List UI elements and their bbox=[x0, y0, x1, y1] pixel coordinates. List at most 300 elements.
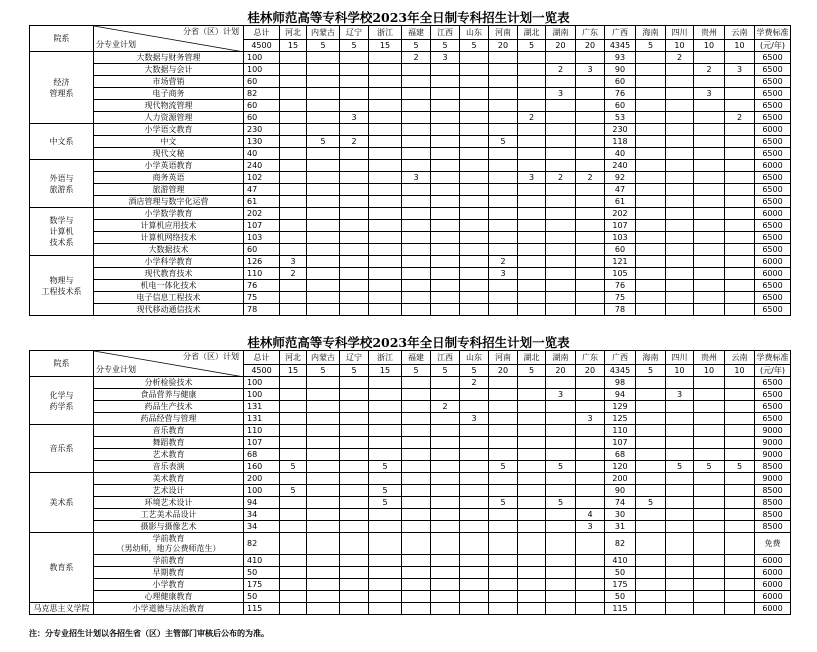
quota-cell bbox=[725, 268, 755, 280]
quota-cell bbox=[576, 268, 605, 280]
province-sum: 10 bbox=[694, 365, 725, 377]
quota-cell bbox=[636, 52, 666, 64]
quota-cell bbox=[518, 136, 546, 148]
province-sum: 5 bbox=[636, 365, 666, 377]
quota-cell bbox=[431, 521, 460, 533]
quota-cell bbox=[666, 88, 694, 100]
quota-cell bbox=[694, 304, 725, 316]
quota-cell: 82 bbox=[605, 533, 636, 555]
quota-cell bbox=[576, 232, 605, 244]
quota-cell bbox=[460, 509, 489, 521]
quota-cell bbox=[280, 52, 307, 64]
quota-cell bbox=[546, 304, 576, 316]
major-name: 大数据与财务管理 bbox=[94, 52, 244, 64]
quota-cell bbox=[518, 196, 546, 208]
quota-cell bbox=[725, 292, 755, 304]
province-header: 河南 bbox=[489, 351, 518, 365]
quota-cell bbox=[666, 497, 694, 509]
quota-cell: 200 bbox=[605, 473, 636, 485]
quota-cell bbox=[666, 232, 694, 244]
quota-cell bbox=[460, 124, 489, 136]
major-name: 计算机网络技术 bbox=[94, 232, 244, 244]
quota-cell bbox=[460, 220, 489, 232]
quota-cell bbox=[694, 567, 725, 579]
quota-cell bbox=[576, 449, 605, 461]
quota-cell bbox=[402, 124, 431, 136]
quota-cell bbox=[460, 148, 489, 160]
quota-cell bbox=[489, 100, 518, 112]
province-header: 四川 bbox=[666, 351, 694, 365]
quota-cell bbox=[402, 64, 431, 76]
quota-cell bbox=[518, 268, 546, 280]
fee-unit: (元/年) bbox=[755, 40, 791, 52]
quota-cell bbox=[307, 76, 340, 88]
quota-cell: 31 bbox=[605, 521, 636, 533]
province-sum: 5 bbox=[402, 365, 431, 377]
quota-cell bbox=[546, 603, 576, 615]
province-sum: 4345 bbox=[605, 40, 636, 52]
quota-cell bbox=[725, 76, 755, 88]
quota-cell: 118 bbox=[605, 136, 636, 148]
quota-cell bbox=[725, 208, 755, 220]
quota-cell bbox=[518, 184, 546, 196]
quota-cell bbox=[280, 244, 307, 256]
quota-cell bbox=[307, 401, 340, 413]
quota-cell: 121 bbox=[605, 256, 636, 268]
quota-cell bbox=[369, 579, 402, 591]
table-row bbox=[30, 220, 791, 232]
quota-cell bbox=[666, 76, 694, 88]
major-name: 摄影与摄像艺术 bbox=[94, 521, 244, 533]
quota-cell bbox=[340, 64, 369, 76]
major-name: 美术教育 bbox=[94, 473, 244, 485]
quota-cell bbox=[694, 160, 725, 172]
quota-cell bbox=[546, 591, 576, 603]
quota-cell: 202 bbox=[605, 208, 636, 220]
quota-cell: 50 bbox=[605, 591, 636, 603]
quota-cell bbox=[518, 76, 546, 88]
dept-name: 音乐系 bbox=[30, 425, 94, 473]
quota-cell bbox=[307, 579, 340, 591]
quota-cell bbox=[725, 533, 755, 555]
quota-cell bbox=[431, 485, 460, 497]
quota-cell bbox=[280, 208, 307, 220]
table-title-1: 桂林师范高等专科学校2023年全日制专科招生计划一览表 bbox=[247, 10, 570, 25]
quota-cell bbox=[280, 413, 307, 425]
quota-cell: 5 bbox=[489, 497, 518, 509]
quota-cell: 5 bbox=[489, 136, 518, 148]
quota-cell bbox=[307, 304, 340, 316]
quota-cell bbox=[546, 256, 576, 268]
quota-cell bbox=[546, 112, 576, 124]
quota-cell: 105 bbox=[605, 268, 636, 280]
quota-cell bbox=[489, 184, 518, 196]
quota-cell bbox=[489, 280, 518, 292]
province-header: 海南 bbox=[636, 351, 666, 365]
quota-cell: 90 bbox=[605, 485, 636, 497]
quota-cell bbox=[460, 268, 489, 280]
quota-cell bbox=[518, 304, 546, 316]
quota-cell bbox=[666, 413, 694, 425]
quota-cell bbox=[725, 148, 755, 160]
quota-cell bbox=[694, 555, 725, 567]
quota-cell bbox=[307, 473, 340, 485]
quota-cell bbox=[694, 172, 725, 184]
major-total: 82 bbox=[244, 533, 280, 555]
quota-cell bbox=[460, 160, 489, 172]
quota-cell bbox=[666, 244, 694, 256]
quota-cell bbox=[402, 88, 431, 100]
quota-cell bbox=[340, 437, 369, 449]
quota-cell bbox=[518, 232, 546, 244]
quota-cell bbox=[460, 304, 489, 316]
province-header: 内蒙古 bbox=[307, 26, 340, 40]
quota-cell bbox=[402, 473, 431, 485]
quota-cell bbox=[518, 124, 546, 136]
quota-cell: 3 bbox=[518, 172, 546, 184]
quota-cell bbox=[460, 76, 489, 88]
quota-cell bbox=[369, 184, 402, 196]
quota-cell bbox=[280, 567, 307, 579]
quota-cell bbox=[307, 184, 340, 196]
quota-cell bbox=[402, 413, 431, 425]
fee-value: 6000 bbox=[755, 208, 791, 220]
table-row bbox=[30, 413, 791, 425]
quota-cell bbox=[402, 437, 431, 449]
quota-cell bbox=[369, 148, 402, 160]
province-sum: 5 bbox=[460, 40, 489, 52]
quota-cell bbox=[546, 76, 576, 88]
quota-cell bbox=[576, 244, 605, 256]
quota-cell: 3 bbox=[402, 172, 431, 184]
quota-cell bbox=[460, 244, 489, 256]
province-header: 河北 bbox=[280, 351, 307, 365]
quota-cell bbox=[636, 555, 666, 567]
quota-cell bbox=[369, 437, 402, 449]
fee-value: 8500 bbox=[755, 521, 791, 533]
quota-cell bbox=[402, 136, 431, 148]
quota-cell bbox=[340, 555, 369, 567]
quota-cell bbox=[694, 52, 725, 64]
header-row bbox=[30, 26, 791, 40]
fee-value: 8500 bbox=[755, 497, 791, 509]
quota-cell bbox=[546, 449, 576, 461]
quota-cell bbox=[369, 268, 402, 280]
major-name: 小学教育 bbox=[94, 579, 244, 591]
quota-cell bbox=[576, 292, 605, 304]
quota-cell bbox=[546, 413, 576, 425]
quota-cell bbox=[431, 292, 460, 304]
province-header: 辽宁 bbox=[340, 26, 369, 40]
quota-cell bbox=[307, 292, 340, 304]
table-row bbox=[30, 112, 791, 124]
major-total: 131 bbox=[244, 401, 280, 413]
quota-cell bbox=[546, 268, 576, 280]
major-total: 47 bbox=[244, 184, 280, 196]
province-header: 云南 bbox=[725, 351, 755, 365]
enrollment-table-1 bbox=[29, 25, 791, 316]
quota-cell bbox=[460, 461, 489, 473]
quota-cell bbox=[369, 124, 402, 136]
quota-cell bbox=[725, 377, 755, 389]
quota-cell bbox=[489, 449, 518, 461]
quota-cell: 47 bbox=[605, 184, 636, 196]
table-row bbox=[30, 76, 791, 88]
quota-cell bbox=[636, 196, 666, 208]
quota-cell bbox=[576, 196, 605, 208]
quota-cell bbox=[307, 64, 340, 76]
quota-cell bbox=[725, 497, 755, 509]
quota-cell bbox=[666, 160, 694, 172]
province-sum: 5 bbox=[460, 365, 489, 377]
quota-cell bbox=[280, 136, 307, 148]
total-header: 总计 bbox=[244, 351, 280, 365]
quota-cell bbox=[402, 579, 431, 591]
province-header: 海南 bbox=[636, 26, 666, 40]
quota-cell bbox=[546, 567, 576, 579]
quota-cell bbox=[431, 473, 460, 485]
province-header: 湖北 bbox=[518, 26, 546, 40]
quota-cell: 40 bbox=[605, 148, 636, 160]
quota-cell bbox=[725, 473, 755, 485]
quota-cell: 5 bbox=[307, 136, 340, 148]
fee-value: 6000 bbox=[755, 555, 791, 567]
quota-cell bbox=[636, 509, 666, 521]
quota-cell bbox=[576, 473, 605, 485]
quota-cell bbox=[518, 220, 546, 232]
quota-cell bbox=[307, 244, 340, 256]
province-header: 湖南 bbox=[546, 351, 576, 365]
major-total: 202 bbox=[244, 208, 280, 220]
quota-cell bbox=[431, 100, 460, 112]
quota-cell bbox=[402, 521, 431, 533]
quota-cell bbox=[725, 437, 755, 449]
quota-cell: 110 bbox=[605, 425, 636, 437]
fee-value: 6500 bbox=[755, 280, 791, 292]
quota-cell: 76 bbox=[605, 280, 636, 292]
quota-cell bbox=[489, 413, 518, 425]
province-header: 河南 bbox=[489, 26, 518, 40]
quota-cell bbox=[576, 437, 605, 449]
header-row bbox=[30, 351, 791, 365]
table-row bbox=[30, 567, 791, 579]
table-title-2: 桂林师范高等专科学校2023年全日制专科招生计划一览表 bbox=[247, 335, 570, 350]
quota-cell bbox=[694, 591, 725, 603]
quota-cell bbox=[431, 497, 460, 509]
quota-cell: 2 bbox=[518, 112, 546, 124]
quota-cell bbox=[576, 555, 605, 567]
quota-cell: 240 bbox=[605, 160, 636, 172]
quota-cell bbox=[636, 64, 666, 76]
quota-cell bbox=[460, 256, 489, 268]
major-total: 60 bbox=[244, 112, 280, 124]
quota-cell bbox=[307, 461, 340, 473]
dept-name: 数学与 计算机 技术系 bbox=[30, 208, 94, 256]
quota-cell bbox=[307, 449, 340, 461]
major-name: 音乐教育 bbox=[94, 425, 244, 437]
quota-cell bbox=[307, 603, 340, 615]
table-row bbox=[30, 401, 791, 413]
quota-cell bbox=[307, 377, 340, 389]
quota-cell bbox=[369, 88, 402, 100]
fee-value: 9000 bbox=[755, 425, 791, 437]
quota-cell bbox=[725, 449, 755, 461]
quota-cell bbox=[546, 377, 576, 389]
quota-cell bbox=[636, 437, 666, 449]
quota-cell bbox=[546, 579, 576, 591]
quota-cell bbox=[369, 100, 402, 112]
quota-cell bbox=[518, 591, 546, 603]
quota-cell bbox=[431, 232, 460, 244]
major-name: 电子商务 bbox=[94, 88, 244, 100]
province-header: 四川 bbox=[666, 26, 694, 40]
province-sum: 5 bbox=[340, 40, 369, 52]
fee-value: 6500 bbox=[755, 292, 791, 304]
province-header: 内蒙古 bbox=[307, 351, 340, 365]
quota-cell bbox=[369, 449, 402, 461]
quota-cell bbox=[489, 232, 518, 244]
province-sum: 15 bbox=[369, 365, 402, 377]
province-header: 山东 bbox=[460, 351, 489, 365]
quota-cell bbox=[725, 401, 755, 413]
major-total: 103 bbox=[244, 232, 280, 244]
quota-cell bbox=[576, 148, 605, 160]
major-total: 107 bbox=[244, 220, 280, 232]
quota-cell bbox=[460, 208, 489, 220]
quota-cell bbox=[280, 280, 307, 292]
quota-cell bbox=[431, 88, 460, 100]
major-total: 230 bbox=[244, 124, 280, 136]
quota-cell bbox=[694, 232, 725, 244]
major-total: 110 bbox=[244, 425, 280, 437]
quota-cell bbox=[369, 603, 402, 615]
quota-cell: 3 bbox=[280, 256, 307, 268]
major-total: 60 bbox=[244, 100, 280, 112]
major-name: 分析检验技术 bbox=[94, 377, 244, 389]
quota-cell bbox=[546, 244, 576, 256]
fee-value: 6500 bbox=[755, 220, 791, 232]
table-row bbox=[30, 136, 791, 148]
major-name: 音乐表演 bbox=[94, 461, 244, 473]
quota-cell bbox=[431, 449, 460, 461]
quota-cell bbox=[546, 232, 576, 244]
quota-cell bbox=[546, 220, 576, 232]
quota-cell bbox=[546, 485, 576, 497]
quota-cell bbox=[402, 256, 431, 268]
quota-cell bbox=[636, 473, 666, 485]
quota-cell bbox=[546, 555, 576, 567]
quota-cell bbox=[546, 425, 576, 437]
quota-cell bbox=[636, 389, 666, 401]
quota-cell bbox=[340, 220, 369, 232]
quota-cell bbox=[307, 208, 340, 220]
quota-cell bbox=[666, 555, 694, 567]
quota-cell bbox=[402, 497, 431, 509]
quota-cell bbox=[402, 555, 431, 567]
fee-value: 6500 bbox=[755, 389, 791, 401]
major-name: 市场营销 bbox=[94, 76, 244, 88]
quota-cell bbox=[402, 232, 431, 244]
quota-cell bbox=[431, 160, 460, 172]
quota-cell bbox=[666, 425, 694, 437]
quota-cell bbox=[369, 208, 402, 220]
quota-cell bbox=[340, 591, 369, 603]
quota-cell bbox=[694, 449, 725, 461]
quota-cell bbox=[666, 112, 694, 124]
major-total: 175 bbox=[244, 579, 280, 591]
major-name: 小学数学教育 bbox=[94, 208, 244, 220]
major-total: 34 bbox=[244, 521, 280, 533]
quota-cell bbox=[666, 256, 694, 268]
quota-cell bbox=[518, 603, 546, 615]
quota-cell bbox=[460, 567, 489, 579]
major-total: 60 bbox=[244, 244, 280, 256]
quota-cell bbox=[340, 244, 369, 256]
quota-cell bbox=[280, 64, 307, 76]
fee-value: 6500 bbox=[755, 76, 791, 88]
quota-cell bbox=[694, 413, 725, 425]
quota-cell bbox=[340, 268, 369, 280]
quota-cell bbox=[518, 377, 546, 389]
grand-total: 4500 bbox=[244, 365, 280, 377]
quota-cell bbox=[576, 567, 605, 579]
quota-cell bbox=[402, 184, 431, 196]
fee-value: 8500 bbox=[755, 461, 791, 473]
quota-cell: 2 bbox=[431, 401, 460, 413]
quota-cell bbox=[546, 184, 576, 196]
quota-cell bbox=[402, 268, 431, 280]
quota-cell bbox=[369, 304, 402, 316]
quota-cell bbox=[431, 555, 460, 567]
quota-cell bbox=[340, 461, 369, 473]
dept-name: 中文系 bbox=[30, 124, 94, 160]
quota-cell bbox=[576, 52, 605, 64]
province-sum: 10 bbox=[666, 365, 694, 377]
quota-cell: 3 bbox=[725, 64, 755, 76]
major-total: 102 bbox=[244, 172, 280, 184]
quota-cell bbox=[402, 304, 431, 316]
quota-cell bbox=[431, 172, 460, 184]
major-name: 计算机应用技术 bbox=[94, 220, 244, 232]
quota-cell bbox=[576, 591, 605, 603]
quota-cell bbox=[369, 160, 402, 172]
quota-cell bbox=[694, 76, 725, 88]
province-sum: 20 bbox=[576, 365, 605, 377]
fee-header: 学费标准 bbox=[755, 26, 791, 40]
quota-cell bbox=[576, 280, 605, 292]
quota-cell bbox=[694, 389, 725, 401]
province-sum: 5 bbox=[307, 40, 340, 52]
major-total: 126 bbox=[244, 256, 280, 268]
province-sum: 5 bbox=[636, 40, 666, 52]
quota-cell bbox=[518, 437, 546, 449]
quota-cell: 3 bbox=[546, 88, 576, 100]
quota-cell bbox=[460, 579, 489, 591]
quota-cell bbox=[369, 413, 402, 425]
quota-cell bbox=[431, 244, 460, 256]
quota-cell bbox=[576, 425, 605, 437]
quota-cell bbox=[431, 136, 460, 148]
quota-cell bbox=[518, 64, 546, 76]
quota-cell bbox=[431, 377, 460, 389]
major-plan-label: 分专业计划 bbox=[96, 40, 136, 49]
major-total: 50 bbox=[244, 591, 280, 603]
quota-cell bbox=[518, 389, 546, 401]
quota-cell bbox=[576, 485, 605, 497]
quota-cell bbox=[280, 100, 307, 112]
quota-cell: 92 bbox=[605, 172, 636, 184]
quota-cell bbox=[636, 124, 666, 136]
